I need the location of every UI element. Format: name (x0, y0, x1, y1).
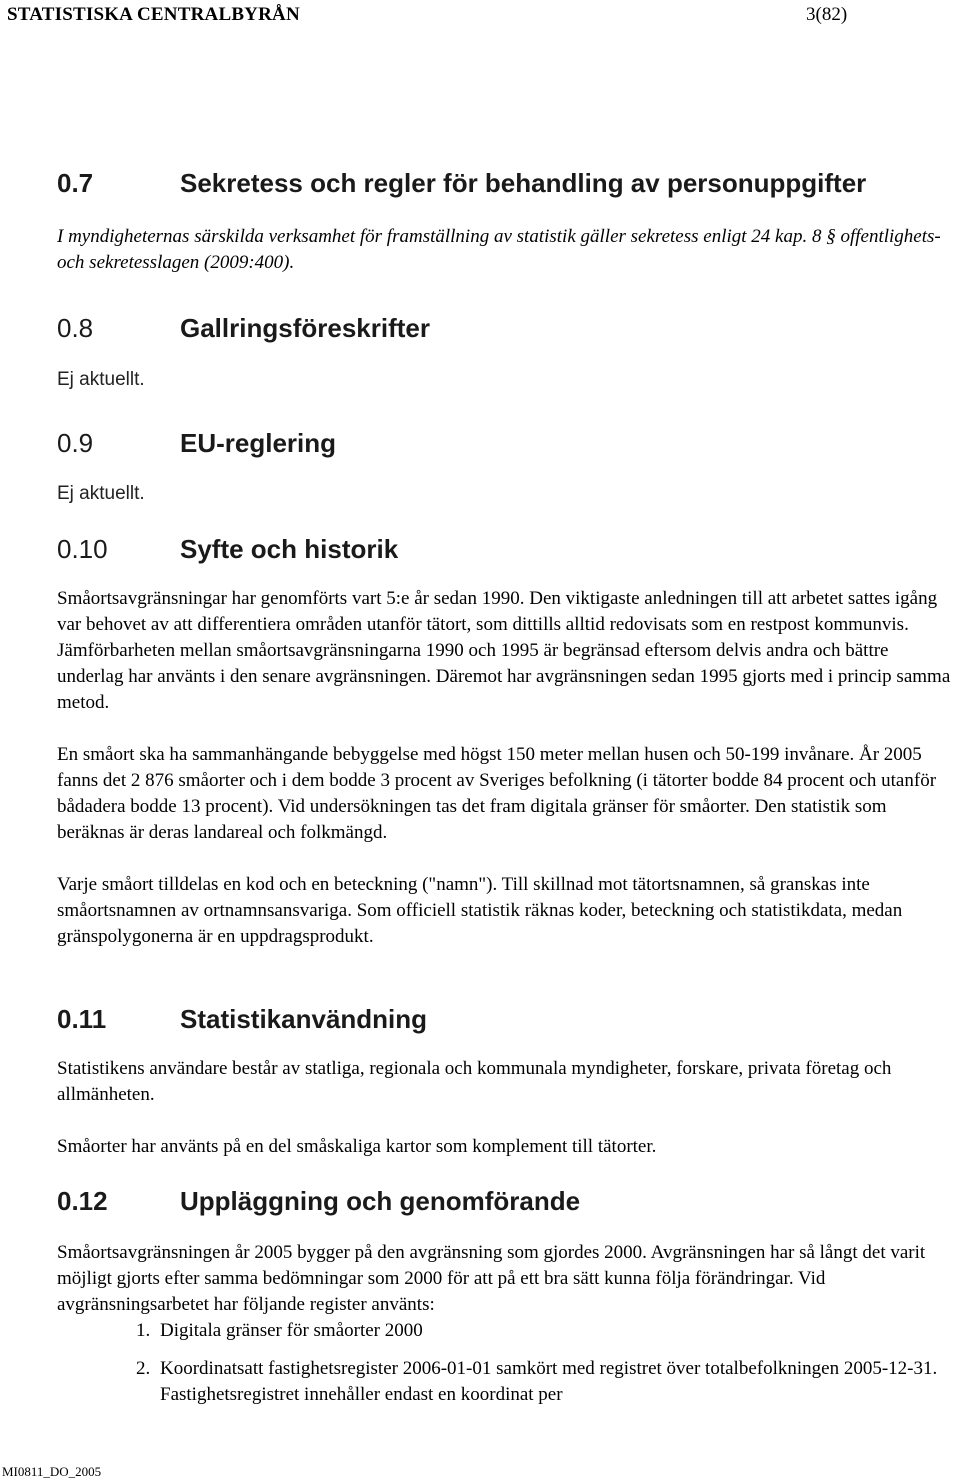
section-heading-0-11 (57, 1004, 427, 1035)
section-title: Gallringsföreskrifter (180, 313, 430, 343)
section-title: Uppläggning och genomförande (180, 1186, 581, 1216)
paragraph: Statistikens användare består av statliga, regionala och kommunala myndigheter, forskare, privata företag och allmänheten. (57, 1058, 892, 1105)
list-item-text: Koordinatsatt fastighetsregister 2006-01-01 samkört med registret över totalbefolkningen 2005-12-31. Fastighetsregistret innehåller endast en koordinat per (160, 1358, 938, 1405)
section-number: 0.12 (57, 1186, 108, 1216)
section-heading-0-12 (57, 1186, 580, 1217)
section-title: Statistikanvändning (180, 1004, 428, 1034)
section-heading-0-8 (57, 313, 430, 344)
list-item (136, 1318, 940, 1344)
page-number: 3(82) (806, 4, 848, 25)
organization-name: STATISTISKA CENTRALBYRÅN (7, 4, 300, 25)
list-item (136, 1356, 940, 1408)
section-heading-0-7 (57, 168, 866, 199)
section-heading-0-10 (57, 534, 398, 565)
section-body-0-7: I myndigheternas särskilda verksamhet för framställning av statistik gäller sekretess enligt 24 kap. 8 § offentlighets- och sekretesslagen (2009:400). (57, 226, 941, 273)
paragraph: Varje småort tilldelas en kod och en beteckning ("namn"). Till skillnad mot tätortsnamnen, så granskas inte småortsnamnen av ortnamnsansvariga. Som officiell statistik räknas koder, beteckning och statistikdata, medan gränspolygonerna är en uppdragsprodukt. (57, 874, 903, 947)
paragraph: Småortsavgränsningar har genomförts vart 5:e år sedan 1990. Den viktigaste anledningen till att arbetet sattes igång var behovet av att differentiera områden utanför tätort, som dittills alltid redovisats som en restpost kommunvis. Jämförbarheten mellan småortsavgränsningarna 1990 och 1995 är begränsad eftersom delvis andra och bättre underlag har använts i den senare avgränsningen. Däremot har avgränsningen sedan 1995 gjorts med i princip samma metod. (57, 588, 951, 713)
section-number: 0.9 (57, 428, 94, 458)
section-body-0-8: Ej aktuellt. (57, 369, 145, 390)
paragraph: Småortsavgränsningen år 2005 bygger på den avgränsning som gjordes 2000. Avgränsningen har så långt det varit möjligt gjorts efter samma bedömningar som 2000 för att på ett bra sätt kunna följa förändringar. Vid avgränsningsarbetet har följande register använts: (57, 1242, 926, 1315)
section-body-0-9: Ej aktuellt. (57, 483, 145, 504)
section-title: EU-reglering (180, 428, 337, 458)
list-marker: 2. (136, 1358, 151, 1379)
section-number: 0.11 (57, 1004, 107, 1034)
document-code: MI0811_DO_2005 (2, 1464, 102, 1479)
section-number: 0.7 (57, 168, 94, 198)
section-title: Syfte och historik (180, 534, 399, 564)
section-title: Sekretess och regler för behandling av personuppgifter (180, 168, 867, 198)
list-item-text: Digitala gränser för småorter 2000 (160, 1320, 423, 1341)
paragraph: En småort ska ha sammanhängande bebyggelse med högst 150 meter mellan husen och 50-199 invånare. År 2005 fanns det 2 876 småorter och i dem bodde 3 procent av Sveriges befolkning (i tätorter bodde 84 procent och utanför bådadera bodde 13 procent). Vid undersökningen tas det fram digitala gränser för småorter. Den statistik som beräknas är deras landareal och folkmängd. (57, 744, 937, 843)
section-number: 0.10 (57, 534, 108, 564)
list-marker: 1. (136, 1320, 151, 1341)
paragraph: Småorter har använts på en del småskaliga kartor som komplement till tätorter. (57, 1136, 657, 1157)
section-number: 0.8 (57, 313, 94, 343)
section-heading-0-9 (57, 428, 336, 459)
